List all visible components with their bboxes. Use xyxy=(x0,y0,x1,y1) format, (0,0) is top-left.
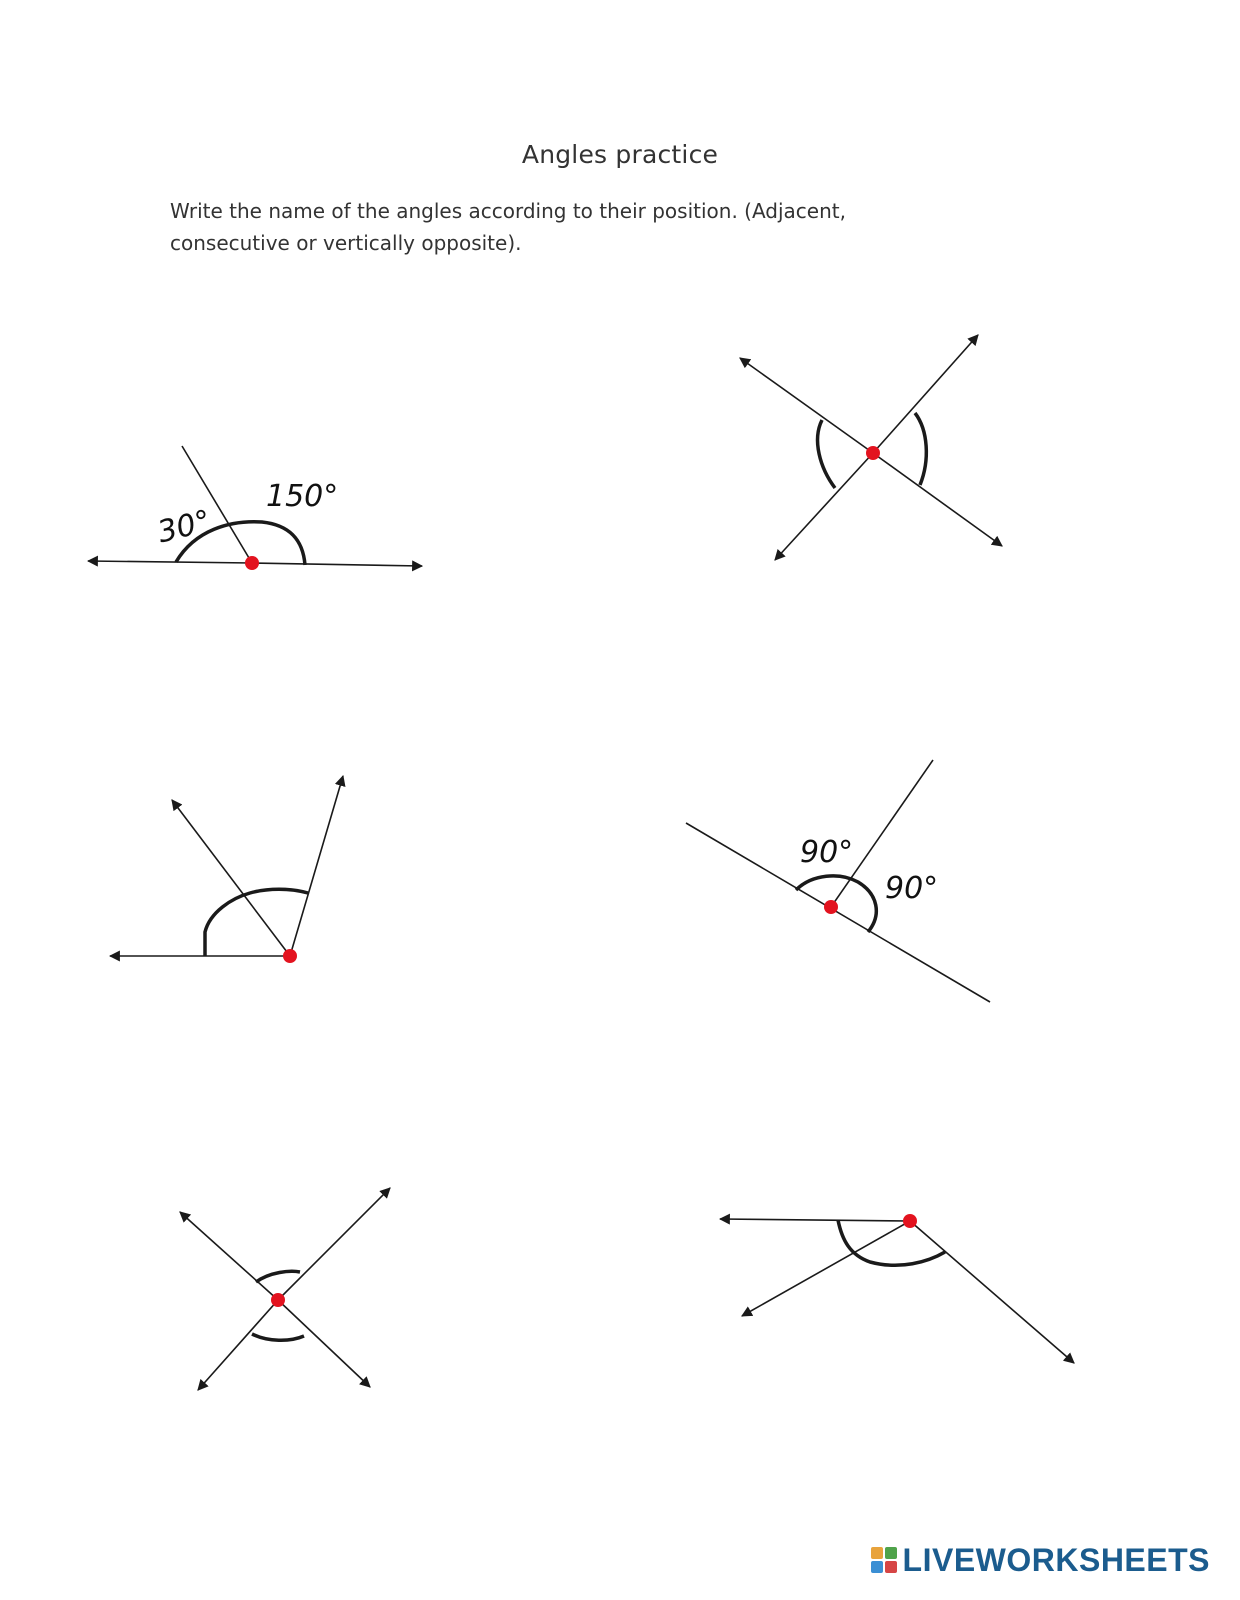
fig1-label-150: 150° xyxy=(266,479,339,514)
liveworksheets-watermark xyxy=(871,1540,1210,1580)
fig6-angle-arc xyxy=(838,1220,945,1265)
instructions-line-1: Write the name of the angles according to their position. (Adjacent, xyxy=(170,199,846,223)
watermark-text: LIVEWORKSHEETS xyxy=(902,1541,1210,1578)
fig6-ray-down-left xyxy=(742,1221,910,1316)
fig1-label-30: 30° xyxy=(154,503,215,551)
fig4-label-90-top: 90° xyxy=(800,835,854,870)
fig6-vertex-dot xyxy=(903,1214,917,1228)
instructions-line-2: consecutive or vertically opposite). xyxy=(170,231,522,255)
fig6-ray-left xyxy=(720,1219,910,1221)
fig6-ray-down-right xyxy=(910,1221,1074,1363)
page-title: Angles practice xyxy=(521,140,719,169)
liveworksheets-logo-icon xyxy=(871,1547,897,1573)
fig4-label-90-right: 90° xyxy=(885,871,939,906)
